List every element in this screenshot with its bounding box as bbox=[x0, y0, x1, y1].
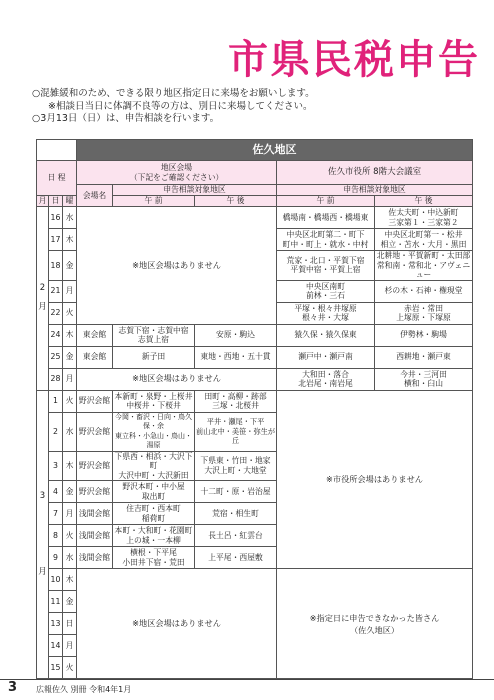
district-am-cell: 今岡・畜沢・日向・鳥久保・余 東立科・小急山・鳥山・湯原 bbox=[113, 412, 195, 451]
district-am-cell: 住吉町・西本町 稲荷町 bbox=[113, 503, 195, 525]
city-am-cell: 中央区南町 前林・三石 bbox=[277, 280, 375, 302]
weekday-cell: 金 bbox=[63, 591, 77, 613]
day-cell: 28 bbox=[49, 368, 63, 390]
city-pm-cell: 伊勢林・駒場 bbox=[375, 324, 473, 346]
no-district-venue: ※地区会場はありません bbox=[77, 207, 277, 325]
district-pm-cell: 田町・高柳・跡部 三塚・北桜井 bbox=[195, 390, 277, 412]
month-cell: 3 月 bbox=[37, 390, 49, 679]
day-cell: 17 bbox=[49, 229, 63, 251]
district-am-cell: 横根・下平尾 小田井下宿・荒田 bbox=[113, 547, 195, 569]
city-pm-cell: 中央区北町第一・松井 相立・苫水・大月・黒田 bbox=[375, 229, 473, 251]
schedule-table bbox=[36, 139, 473, 679]
weekday-cell: 金 bbox=[63, 346, 77, 368]
pm-header: 午 後 bbox=[195, 196, 277, 207]
day-cell: 16 bbox=[49, 207, 63, 229]
weekday-cell: 水 bbox=[63, 547, 77, 569]
weekday-cell: 金 bbox=[63, 251, 77, 281]
weekday-cell: 水 bbox=[63, 207, 77, 229]
date-header: 日 程 bbox=[37, 161, 77, 196]
target-area-header: 申告相談対象地区 bbox=[113, 185, 277, 196]
day-header: 日 bbox=[49, 196, 63, 207]
am-header-city: 午 前 bbox=[277, 196, 375, 207]
venue-cell: 東会館 bbox=[77, 346, 113, 368]
weekday-cell: 火 bbox=[63, 302, 77, 324]
target-area-header-city: 申告相談対象地区 bbox=[277, 185, 473, 196]
weekday-cell: 火 bbox=[63, 657, 77, 679]
city-am-cell: 中央区北町第二・町下 町中・町上・就水・中村 bbox=[277, 229, 375, 251]
district-venue-sub: （下記をご確認ください） bbox=[129, 172, 224, 182]
city-hall-header: 佐久市役所 8階大会議室 bbox=[277, 161, 473, 185]
city-pm-cell: 佐太夫町・中込新町 三家第１・三家第２ bbox=[375, 207, 473, 229]
city-am-cell: 大和田・落合 北岩尾・南岩尾 bbox=[277, 368, 375, 390]
weekday-cell: 月 bbox=[63, 280, 77, 302]
weekday-cell: 木 bbox=[63, 324, 77, 346]
weekday-cell: 日 bbox=[63, 613, 77, 635]
weekday-cell: 木 bbox=[63, 569, 77, 591]
weekday-cell: 木 bbox=[63, 451, 77, 481]
month-header: 月 bbox=[37, 196, 49, 207]
venue-cell: 東会館 bbox=[77, 324, 113, 346]
city-am-cell: 猿久保・猿久保東 bbox=[277, 324, 375, 346]
venue-col-header: 会場名 bbox=[77, 185, 113, 207]
district-am-cell: 新子田 bbox=[113, 346, 195, 368]
venue-cell: 野沢会館 bbox=[77, 481, 113, 503]
district-am-cell: 下県西・相浜・大沢下町 大沢中町・大沢新田 bbox=[113, 451, 195, 481]
day-cell: 14 bbox=[49, 635, 63, 657]
no-city-hall: ※市役所会場はありません bbox=[277, 390, 473, 569]
page-number: 3 bbox=[8, 680, 18, 695]
district-venue-title: 地区会場 bbox=[160, 163, 193, 172]
day-cell: 9 bbox=[49, 547, 63, 569]
city-am-cell: 荒家・北口・平賀下宿 平賀中宿・平賀上宿 bbox=[277, 251, 375, 281]
district-pm-cell: 平井・瀬尾・下平 前山北中・美笹・弥生が丘 bbox=[195, 412, 277, 451]
day-cell: 25 bbox=[49, 346, 63, 368]
day-cell: 10 bbox=[49, 569, 63, 591]
no-district-venue: ※地区会場はありません bbox=[77, 368, 277, 390]
missed-day-note: ※指定日に申告できなかった皆さん （佐久地区） bbox=[277, 569, 473, 679]
venue-cell: 浅間会館 bbox=[77, 503, 113, 525]
venue-cell: 浅間会館 bbox=[77, 525, 113, 547]
venue-cell: 野沢会館 bbox=[77, 451, 113, 481]
district-pm-cell: 上平尾・西屋敷 bbox=[195, 547, 277, 569]
weekday-cell: 水 bbox=[63, 412, 77, 451]
district-venue-header bbox=[77, 161, 277, 185]
weekday-cell: 火 bbox=[63, 525, 77, 547]
weekday-header: 曜 bbox=[63, 196, 77, 207]
day-cell: 24 bbox=[49, 324, 63, 346]
venue-cell: 浅間会館 bbox=[77, 547, 113, 569]
weekday-cell: 火 bbox=[63, 390, 77, 412]
day-cell: 3 bbox=[49, 451, 63, 481]
day-cell: 1 bbox=[49, 390, 63, 412]
day-cell: 8 bbox=[49, 525, 63, 547]
schedule-table-wrap bbox=[36, 139, 472, 679]
venue-cell: 野沢会館 bbox=[77, 390, 113, 412]
header-empty bbox=[37, 140, 77, 161]
day-cell: 21 bbox=[49, 280, 63, 302]
notes bbox=[32, 88, 315, 126]
district-pm-cell: 十二町・原・岩治屋 bbox=[195, 481, 277, 503]
weekday-cell: 月 bbox=[63, 368, 77, 390]
venue-cell: 野沢会館 bbox=[77, 412, 113, 451]
city-pm-cell: 西耕地・瀬戸東 bbox=[375, 346, 473, 368]
day-cell: 13 bbox=[49, 613, 63, 635]
day-cell: 15 bbox=[49, 657, 63, 679]
day-cell: 22 bbox=[49, 302, 63, 324]
day-cell: 18 bbox=[49, 251, 63, 281]
footer bbox=[0, 668, 494, 700]
region-header: 佐久地区 bbox=[77, 140, 473, 161]
note-line: ○3月13日（日）は、申告相談を行います。 bbox=[32, 113, 220, 124]
footer-rule bbox=[0, 679, 494, 680]
city-pm-cell: 今井・三河田 横和・臼山 bbox=[375, 368, 473, 390]
month-cell: 2 月 bbox=[37, 207, 49, 391]
day-cell: 2 bbox=[49, 412, 63, 451]
note-line: ○混雑緩和のため、できる限り地区指定日に来場をお願いします。 bbox=[32, 88, 315, 99]
city-am-cell: 瀬戸中・瀬戸南 bbox=[277, 346, 375, 368]
district-pm-cell: 荒宿・相生町 bbox=[195, 503, 277, 525]
day-cell: 4 bbox=[49, 481, 63, 503]
day-cell: 11 bbox=[49, 591, 63, 613]
day-cell: 7 bbox=[49, 503, 63, 525]
district-pm-cell: 東地・西地・五十貫 bbox=[195, 346, 277, 368]
weekday-cell: 月 bbox=[63, 503, 77, 525]
no-district-venue: ※地区会場はありません bbox=[77, 569, 277, 679]
city-pm-cell: 北耕地・平賀新町・太田部 常和南・常和北・アヴェニュー bbox=[375, 251, 473, 281]
district-am-cell: 野沢本町・中小屋 取出町 bbox=[113, 481, 195, 503]
note-line: ※相談日当日に体調不良等の方は、別日に来場してください。 bbox=[48, 100, 313, 112]
city-pm-cell: 杉の木・石神・権現堂 bbox=[375, 280, 473, 302]
pm-header-city: 午 後 bbox=[375, 196, 473, 207]
district-pm-cell: 長土呂・紅雲台 bbox=[195, 525, 277, 547]
district-pm-cell: 安原・駒込 bbox=[195, 324, 277, 346]
weekday-cell: 木 bbox=[63, 229, 77, 251]
weekday-cell: 月 bbox=[63, 635, 77, 657]
city-pm-cell: 赤岩・常田 上塚原・下塚原 bbox=[375, 302, 473, 324]
page-title: 市県民税申告 bbox=[228, 37, 480, 83]
district-am-cell: 本新町・泉野・上桜井 中桜井・下桜井 bbox=[113, 390, 195, 412]
district-am-cell: 志賀下宿・志賀中宿 志賀上宿 bbox=[113, 324, 195, 346]
district-pm-cell: 下県東・竹田・地家 大沢上町・大地堂 bbox=[195, 451, 277, 481]
district-am-cell: 本町・大和町・花園町 上の城・一本柳 bbox=[113, 525, 195, 547]
city-am-cell: 平塚・根々井塚原 根々井・大塚 bbox=[277, 302, 375, 324]
publication-name: 広報佐久 別冊 令和4年1月 bbox=[36, 685, 132, 694]
city-am-cell: 橋場南・橋場西・橋場東 bbox=[277, 207, 375, 229]
am-header: 午 前 bbox=[113, 196, 195, 207]
weekday-cell: 金 bbox=[63, 481, 77, 503]
